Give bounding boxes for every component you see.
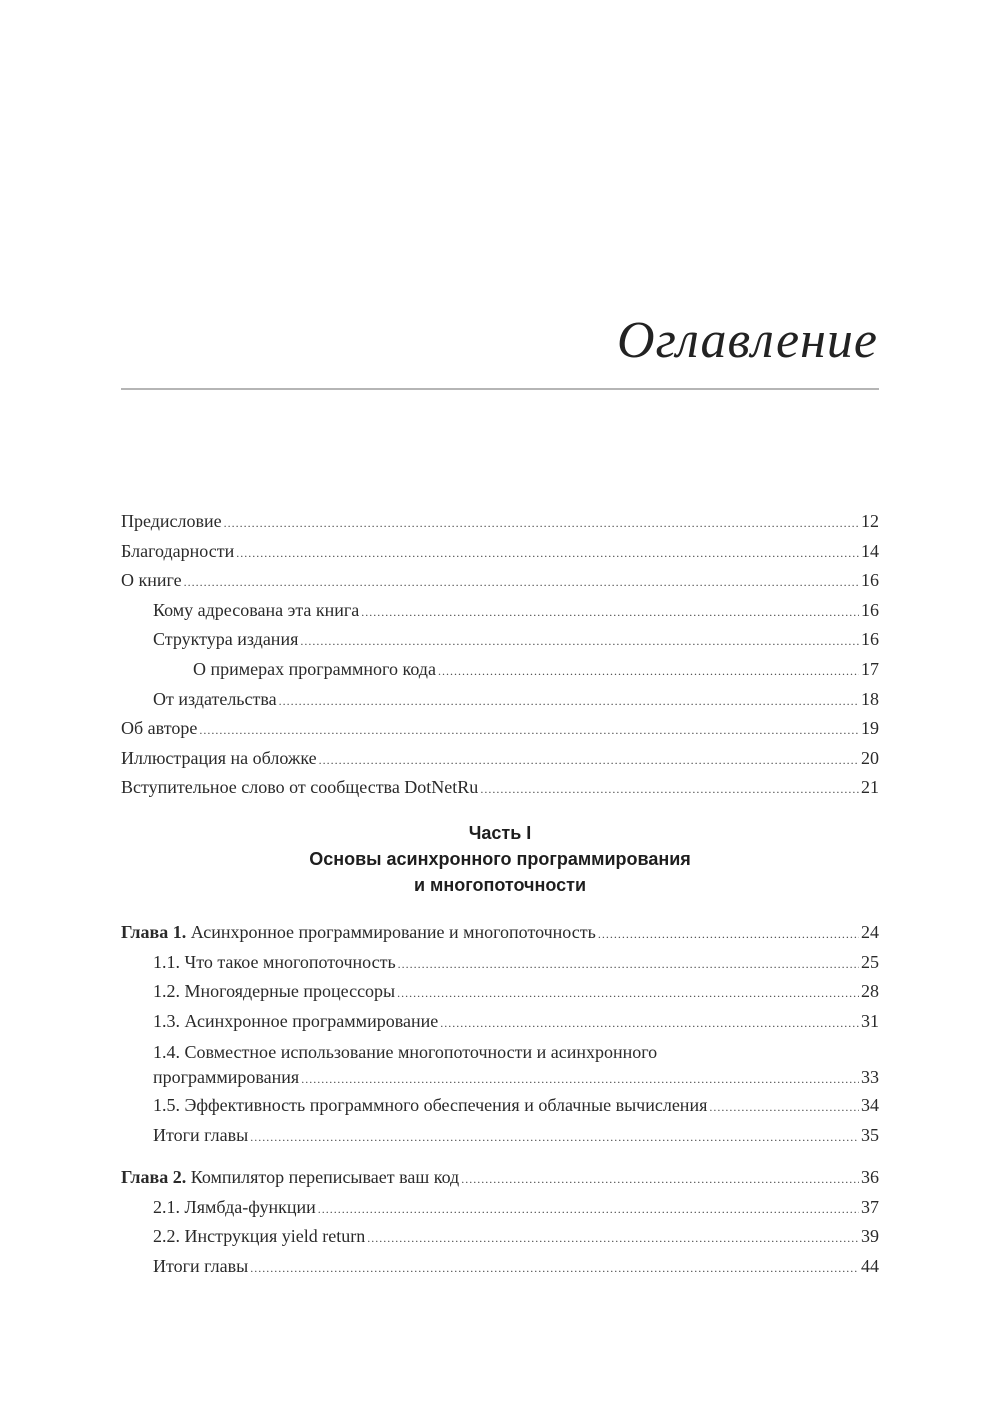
toc-entry[interactable] (121, 1091, 879, 1121)
toc-entry[interactable] (121, 655, 879, 685)
dot-leader (480, 775, 859, 805)
toc-entry[interactable] (121, 744, 879, 774)
toc-entry-label: 1.5. Эффективность программного обеспечения и облачные вычисления (153, 1095, 708, 1116)
toc-entry[interactable] (121, 948, 879, 978)
dot-leader (398, 950, 859, 980)
toc-entry[interactable] (121, 685, 879, 715)
toc-entry-page: 21 (861, 777, 879, 798)
title-divider (121, 388, 879, 390)
toc-entry-label: О книге (121, 570, 182, 591)
toc-entry-label: Итоги главы (153, 1255, 249, 1276)
dot-leader (440, 1009, 859, 1039)
toc-entry-label: Вступительное слово от сообщества DotNetRu (121, 777, 479, 798)
toc-entry-page: 12 (861, 511, 879, 531)
dot-leader (250, 1254, 859, 1284)
dot-leader (598, 920, 859, 950)
page-title: Оглавление (617, 312, 878, 369)
dot-leader (279, 687, 859, 717)
toc-entry-wrapped-line[interactable]: 1.4. Совместное использование многопоточности и асинхронного (153, 1042, 658, 1063)
toc-entry-page: 19 (861, 718, 879, 739)
dot-leader (319, 746, 859, 776)
toc-entry[interactable] (121, 977, 879, 1007)
toc-entry-page: 31 (861, 1010, 879, 1031)
part-heading (121, 820, 879, 898)
toc-entry-page: 24 (861, 922, 879, 942)
toc-entry-label: Иллюстрация на обложке (121, 747, 317, 768)
toc-entry[interactable] (121, 1064, 879, 1091)
toc-entry-page: 39 (861, 1226, 879, 1247)
toc-entry[interactable] (121, 537, 879, 567)
toc-entry[interactable] (121, 1222, 879, 1252)
toc-entry-label: 2.1. Лямбда-функции (153, 1196, 316, 1217)
toc-entry-page: 16 (861, 599, 879, 620)
dot-leader (184, 568, 859, 598)
toc-entry[interactable] (121, 507, 879, 537)
dot-leader (397, 979, 859, 1009)
dot-leader (250, 1123, 859, 1153)
toc-entry-page: 14 (861, 540, 879, 561)
toc-entry-page: 44 (861, 1255, 879, 1276)
toc-entry-page: 18 (861, 688, 879, 709)
chapter-title: Компилятор переписывает ваш код (190, 1167, 460, 1187)
toc-entry[interactable] (121, 1193, 879, 1223)
toc-entry[interactable] (121, 566, 879, 596)
toc-entry-page: 17 (861, 658, 879, 679)
dot-leader (318, 1195, 859, 1225)
toc-entry-page: 33 (861, 1067, 879, 1088)
toc-chapter-1 (121, 918, 879, 1151)
toc-entry-page: 16 (861, 570, 879, 591)
toc-entry[interactable] (121, 1121, 879, 1151)
toc-entry[interactable] (121, 596, 879, 626)
toc-entry-page: 37 (861, 1196, 879, 1217)
toc-entry-label: 2.2. Инструкция yield return (153, 1226, 366, 1247)
part-title-line-1: Основы асинхронного программирования (309, 849, 691, 869)
toc-entry-page: 16 (861, 629, 879, 650)
dot-leader (300, 627, 859, 657)
chapter-prefix: Глава 2. (121, 1167, 187, 1187)
toc-entry-label: Благодарности (121, 540, 235, 561)
toc-entry[interactable] (121, 1007, 879, 1037)
toc-entry[interactable] (121, 625, 879, 655)
toc-entry[interactable] (121, 714, 879, 744)
chapter-title: Асинхронное программирование и многопоточность (190, 922, 596, 942)
dot-leader (301, 1066, 859, 1093)
toc-entry[interactable] (121, 1252, 879, 1282)
toc-entry-page: 35 (861, 1124, 879, 1145)
chapter-prefix: Глава 1. (121, 922, 187, 942)
toc-entry-label: Предисловие (121, 511, 222, 531)
toc-entry-page: 36 (861, 1167, 879, 1187)
dot-leader (236, 539, 859, 569)
toc-entry-page: 25 (861, 951, 879, 972)
toc-entry-label: программирования (153, 1067, 300, 1088)
dot-leader (199, 716, 859, 746)
toc-chapter-entry[interactable] (121, 918, 879, 948)
dot-leader (224, 509, 859, 539)
toc-entry-label: 1.1. Что такое многопоточность (153, 951, 396, 972)
dot-leader (367, 1224, 859, 1254)
dot-leader (709, 1093, 859, 1123)
toc-entry-label: Об авторе (121, 718, 198, 739)
toc-chapter-entry[interactable] (121, 1163, 879, 1193)
toc-entry-page: 28 (861, 981, 879, 1002)
part-title-line-2: и многопоточности (413, 875, 587, 895)
dot-leader (438, 657, 859, 687)
toc-entry-page: 34 (861, 1095, 879, 1116)
toc-entry-label: 1.3. Асинхронное программирование (153, 1010, 439, 1031)
toc-entry-label: Кому адресована эта книга (153, 599, 360, 620)
toc-entry-label: Структура издания (153, 629, 299, 650)
part-number: Часть I (468, 823, 532, 843)
toc-entry-label: Итоги главы (153, 1124, 249, 1145)
dot-leader (461, 1165, 859, 1195)
toc-entry-label: От издательства (153, 688, 277, 709)
toc-entry-label: 1.2. Многоядерные процессоры (153, 981, 396, 1002)
toc-front-matter (121, 507, 879, 803)
toc-entry[interactable] (121, 773, 879, 803)
toc-entry-page: 20 (861, 747, 879, 768)
toc-chapter-2 (121, 1163, 879, 1281)
toc-entry-label: О примерах программного кода (193, 658, 436, 679)
dot-leader (361, 598, 859, 628)
